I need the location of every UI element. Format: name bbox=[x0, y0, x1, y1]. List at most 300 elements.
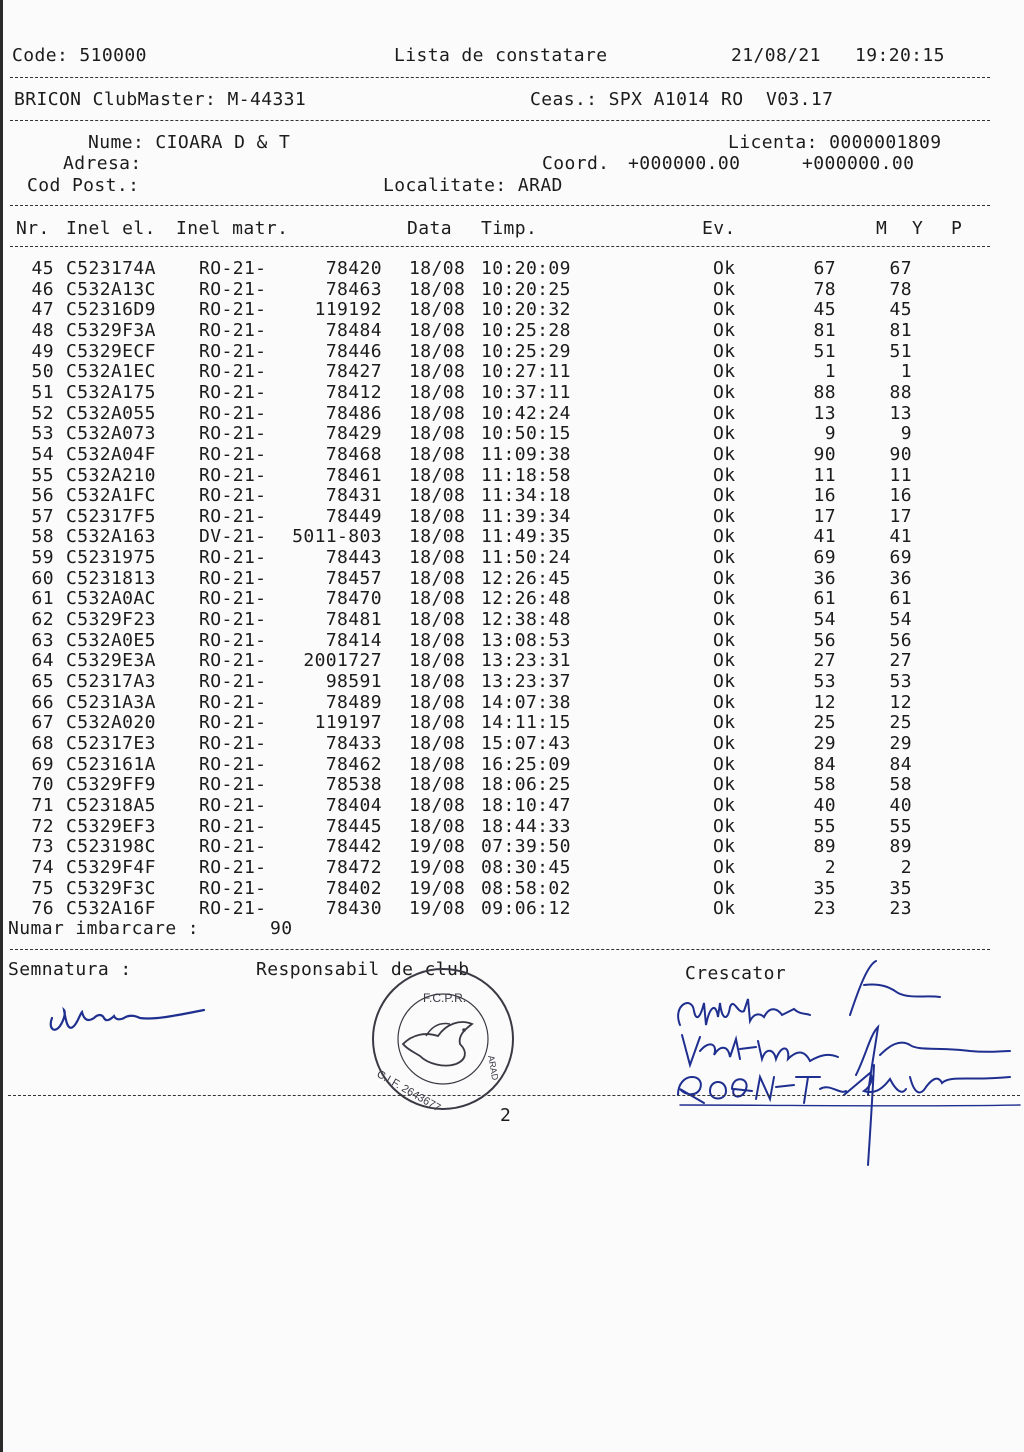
arrival-date: 18/08 bbox=[409, 443, 466, 465]
position-m: 67 bbox=[813, 258, 836, 279]
ring-prefix: RO-21- bbox=[199, 361, 267, 383]
row-number: 58 bbox=[31, 526, 54, 548]
table-row bbox=[0, 879, 1024, 900]
ring-number: 78484 bbox=[325, 319, 382, 341]
electronic-ring: C5231975 bbox=[66, 547, 156, 569]
bottom-divider bbox=[8, 1095, 1020, 1096]
electronic-ring: C532A0AC bbox=[66, 588, 156, 610]
position-m: 53 bbox=[813, 671, 836, 692]
ring-prefix: RO-21- bbox=[199, 650, 267, 672]
position-y: 1 bbox=[900, 361, 912, 383]
ring-number: 78449 bbox=[325, 505, 382, 527]
event-status: Ok bbox=[713, 815, 736, 837]
position-y: 23 bbox=[889, 898, 912, 920]
row-number: 51 bbox=[31, 381, 54, 403]
divider bbox=[10, 205, 990, 206]
divider bbox=[10, 246, 990, 247]
event-status: Ok bbox=[713, 671, 736, 692]
position-m: 69 bbox=[813, 547, 836, 569]
arrival-date: 18/08 bbox=[409, 753, 466, 775]
event-status: Ok bbox=[713, 774, 736, 796]
electronic-ring: C5329F3A bbox=[66, 319, 156, 341]
electronic-ring: C52317F5 bbox=[66, 505, 156, 527]
electronic-ring: C523161A bbox=[66, 753, 156, 775]
print-date: 21/08/21 bbox=[731, 45, 821, 66]
page-number: 2 bbox=[500, 1105, 512, 1126]
ring-prefix: RO-21- bbox=[199, 815, 267, 837]
arrival-date: 18/08 bbox=[409, 278, 466, 300]
ring-number: 78463 bbox=[325, 278, 382, 300]
table-row bbox=[0, 631, 1024, 652]
event-status: Ok bbox=[713, 340, 736, 362]
ring-prefix: RO-21- bbox=[199, 319, 267, 341]
ring-prefix: RO-21- bbox=[199, 464, 267, 486]
arrival-date: 18/08 bbox=[409, 319, 466, 341]
position-m: 90 bbox=[813, 443, 836, 465]
position-y: 55 bbox=[889, 815, 912, 837]
position-m: 56 bbox=[813, 629, 836, 651]
ring-prefix: RO-21- bbox=[199, 691, 267, 713]
ring-number: 78468 bbox=[325, 443, 382, 465]
owner-name: Nume: CIOARA D & T bbox=[88, 132, 291, 153]
position-y: 88 bbox=[889, 381, 912, 403]
event-status: Ok bbox=[713, 381, 736, 403]
ring-prefix: RO-21- bbox=[199, 278, 267, 300]
position-m: 41 bbox=[813, 526, 836, 548]
ring-number: 5011-803 bbox=[292, 526, 382, 548]
table-row bbox=[0, 548, 1024, 569]
col-time: Timp. bbox=[481, 218, 538, 239]
row-number: 55 bbox=[31, 464, 54, 486]
coord-x: +000000.00 bbox=[628, 153, 741, 174]
table-row bbox=[0, 837, 1024, 858]
position-m: 55 bbox=[813, 815, 836, 837]
event-status: Ok bbox=[713, 753, 736, 775]
table-row bbox=[0, 569, 1024, 590]
electronic-ring: C5329F4F bbox=[66, 856, 156, 878]
ring-number: 78404 bbox=[325, 794, 382, 816]
table-row bbox=[0, 259, 1024, 280]
position-y: 9 bbox=[900, 423, 912, 445]
ring-number: 78412 bbox=[325, 381, 382, 403]
arrival-time: 11:50:24 bbox=[481, 547, 571, 569]
ring-prefix: RO-21- bbox=[199, 299, 267, 321]
arrival-time: 10:25:29 bbox=[481, 340, 571, 362]
col-electronic-ring: Inel el. bbox=[66, 218, 156, 239]
event-status: Ok bbox=[713, 402, 736, 424]
position-y: 12 bbox=[889, 691, 912, 713]
clock-id: Ceas.: SPX A1014 RO V03.17 bbox=[530, 89, 834, 110]
row-number: 59 bbox=[31, 547, 54, 569]
ring-number: 78427 bbox=[325, 361, 382, 383]
ring-prefix: RO-21- bbox=[199, 732, 267, 754]
event-status: Ok bbox=[713, 898, 736, 920]
divider bbox=[10, 120, 990, 121]
position-y: 67 bbox=[889, 258, 912, 279]
position-m: 61 bbox=[813, 588, 836, 610]
electronic-ring: C5329E3A bbox=[66, 650, 156, 672]
position-m: 84 bbox=[813, 753, 836, 775]
row-number: 71 bbox=[31, 794, 54, 816]
position-m: 78 bbox=[813, 278, 836, 300]
arrival-date: 18/08 bbox=[409, 671, 466, 692]
event-status: Ok bbox=[713, 443, 736, 465]
row-number: 60 bbox=[31, 567, 54, 589]
table-row bbox=[0, 796, 1024, 817]
event-status: Ok bbox=[713, 588, 736, 610]
row-number: 53 bbox=[31, 423, 54, 445]
ring-number: 78445 bbox=[325, 815, 382, 837]
row-number: 74 bbox=[31, 856, 54, 878]
arrival-date: 19/08 bbox=[409, 877, 466, 899]
electronic-ring: C5329FF9 bbox=[66, 774, 156, 796]
ring-number: 78431 bbox=[325, 485, 382, 507]
table-row bbox=[0, 321, 1024, 342]
table-row bbox=[0, 383, 1024, 404]
table-row bbox=[0, 817, 1024, 838]
arrival-date: 18/08 bbox=[409, 732, 466, 754]
table-row bbox=[0, 775, 1024, 796]
arrival-date: 18/08 bbox=[409, 402, 466, 424]
electronic-ring: C532A0E5 bbox=[66, 629, 156, 651]
position-m: 2 bbox=[824, 856, 836, 878]
event-status: Ok bbox=[713, 278, 736, 300]
arrival-time: 08:30:45 bbox=[481, 856, 571, 878]
ring-prefix: RO-21- bbox=[199, 609, 267, 631]
ring-number: 78402 bbox=[325, 877, 382, 899]
arrival-date: 18/08 bbox=[409, 526, 466, 548]
position-m: 29 bbox=[813, 732, 836, 754]
row-number: 62 bbox=[31, 609, 54, 631]
position-y: 11 bbox=[889, 464, 912, 486]
arrival-time: 15:07:43 bbox=[481, 732, 571, 754]
position-y: 16 bbox=[889, 485, 912, 507]
electronic-ring: C5329F23 bbox=[66, 609, 156, 631]
postcode-label: Cod Post.: bbox=[27, 175, 140, 196]
ring-prefix: RO-21- bbox=[199, 877, 267, 899]
ring-prefix: RO-21- bbox=[199, 547, 267, 569]
row-number: 67 bbox=[31, 712, 54, 734]
col-m: M bbox=[876, 218, 888, 239]
electronic-ring: C5329F3C bbox=[66, 877, 156, 899]
table-row bbox=[0, 486, 1024, 507]
row-number: 47 bbox=[31, 299, 54, 321]
ring-number: 78442 bbox=[325, 836, 382, 858]
boarding-value: 90 bbox=[270, 918, 293, 939]
ring-number: 78457 bbox=[325, 567, 382, 589]
arrival-date: 18/08 bbox=[409, 588, 466, 610]
position-y: 89 bbox=[889, 836, 912, 858]
breeder-label: Crescator bbox=[685, 963, 787, 984]
arrival-date: 18/08 bbox=[409, 485, 466, 507]
event-status: Ok bbox=[713, 361, 736, 383]
row-number: 56 bbox=[31, 485, 54, 507]
license-number: Licenta: 0000001809 bbox=[728, 132, 942, 153]
signature-left bbox=[44, 996, 214, 1041]
position-m: 25 bbox=[813, 712, 836, 734]
row-number: 52 bbox=[31, 402, 54, 424]
ring-prefix: RO-21- bbox=[199, 898, 267, 920]
ring-prefix: RO-21- bbox=[199, 774, 267, 796]
col-p: P bbox=[951, 218, 963, 239]
ring-prefix: RO-21- bbox=[199, 629, 267, 651]
table-row bbox=[0, 858, 1024, 879]
row-number: 75 bbox=[31, 877, 54, 899]
event-status: Ok bbox=[713, 526, 736, 548]
ring-number: 78443 bbox=[325, 547, 382, 569]
event-status: Ok bbox=[713, 794, 736, 816]
position-y: 81 bbox=[889, 319, 912, 341]
position-y: 53 bbox=[889, 671, 912, 692]
event-status: Ok bbox=[713, 691, 736, 713]
arrival-date: 18/08 bbox=[409, 505, 466, 527]
ring-number: 78414 bbox=[325, 629, 382, 651]
position-y: 54 bbox=[889, 609, 912, 631]
arrival-date: 18/08 bbox=[409, 609, 466, 631]
stamp-top-text: F.C.P.R. bbox=[423, 991, 467, 1005]
event-status: Ok bbox=[713, 836, 736, 858]
table-row bbox=[0, 672, 1024, 693]
table-row bbox=[0, 424, 1024, 445]
arrival-time: 10:27:11 bbox=[481, 361, 571, 383]
arrival-time: 10:50:15 bbox=[481, 423, 571, 445]
ring-number: 78486 bbox=[325, 402, 382, 424]
arrival-time: 18:06:25 bbox=[481, 774, 571, 796]
event-status: Ok bbox=[713, 464, 736, 486]
ring-number: 78433 bbox=[325, 732, 382, 754]
ring-prefix: RO-21- bbox=[199, 381, 267, 403]
row-number: 63 bbox=[31, 629, 54, 651]
event-status: Ok bbox=[713, 877, 736, 899]
ring-number: 78461 bbox=[325, 464, 382, 486]
position-m: 81 bbox=[813, 319, 836, 341]
ring-number: 78429 bbox=[325, 423, 382, 445]
address-label: Adresa: bbox=[63, 153, 142, 174]
row-number: 65 bbox=[31, 671, 54, 692]
position-y: 84 bbox=[889, 753, 912, 775]
stamp-bottom-text: C.I.F. 2643677 bbox=[374, 1068, 443, 1115]
arrival-time: 10:25:28 bbox=[481, 319, 571, 341]
row-number: 54 bbox=[31, 443, 54, 465]
table-row bbox=[0, 342, 1024, 363]
electronic-ring: C532A210 bbox=[66, 464, 156, 486]
position-m: 9 bbox=[824, 423, 836, 445]
arrival-date: 19/08 bbox=[409, 898, 466, 920]
arrival-time: 13:23:37 bbox=[481, 671, 571, 692]
arrival-date: 18/08 bbox=[409, 650, 466, 672]
ring-prefix: RO-21- bbox=[199, 836, 267, 858]
position-m: 16 bbox=[813, 485, 836, 507]
ring-number: 78420 bbox=[325, 258, 382, 279]
arrival-time: 18:10:47 bbox=[481, 794, 571, 816]
ring-prefix: RO-21- bbox=[199, 671, 267, 692]
row-number: 68 bbox=[31, 732, 54, 754]
code-label: Code: 510000 bbox=[12, 45, 147, 66]
arrival-date: 18/08 bbox=[409, 774, 466, 796]
position-m: 11 bbox=[813, 464, 836, 486]
coord-y: +000000.00 bbox=[802, 153, 915, 174]
system-id: BRICON ClubMaster: M-44331 bbox=[14, 89, 307, 110]
position-y: 58 bbox=[889, 774, 912, 796]
ring-number: 78481 bbox=[325, 609, 382, 631]
ring-number: 78538 bbox=[325, 774, 382, 796]
coord-label: Coord. bbox=[542, 153, 610, 174]
ring-prefix: RO-21- bbox=[199, 567, 267, 589]
arrival-time: 13:08:53 bbox=[481, 629, 571, 651]
ring-number: 119197 bbox=[314, 712, 382, 734]
event-status: Ok bbox=[713, 650, 736, 672]
row-number: 49 bbox=[31, 340, 54, 362]
ring-number: 78446 bbox=[325, 340, 382, 362]
arrival-time: 11:09:38 bbox=[481, 443, 571, 465]
position-m: 45 bbox=[813, 299, 836, 321]
row-number: 50 bbox=[31, 361, 54, 383]
club-stamp bbox=[368, 964, 518, 1114]
row-number: 73 bbox=[31, 836, 54, 858]
arrival-time: 09:06:12 bbox=[481, 898, 571, 920]
position-m: 54 bbox=[813, 609, 836, 631]
position-m: 13 bbox=[813, 402, 836, 424]
arrival-time: 07:39:50 bbox=[481, 836, 571, 858]
row-number: 70 bbox=[31, 774, 54, 796]
position-m: 36 bbox=[813, 567, 836, 589]
arrival-date: 18/08 bbox=[409, 629, 466, 651]
event-status: Ok bbox=[713, 485, 736, 507]
electronic-ring: C5329ECF bbox=[66, 340, 156, 362]
position-y: 90 bbox=[889, 443, 912, 465]
event-status: Ok bbox=[713, 732, 736, 754]
position-y: 56 bbox=[889, 629, 912, 651]
position-m: 58 bbox=[813, 774, 836, 796]
electronic-ring: C52318A5 bbox=[66, 794, 156, 816]
position-y: 25 bbox=[889, 712, 912, 734]
arrival-date: 18/08 bbox=[409, 361, 466, 383]
electronic-ring: C532A020 bbox=[66, 712, 156, 734]
position-m: 35 bbox=[813, 877, 836, 899]
position-m: 17 bbox=[813, 505, 836, 527]
arrival-date: 18/08 bbox=[409, 340, 466, 362]
position-y: 27 bbox=[889, 650, 912, 672]
arrival-date: 18/08 bbox=[409, 815, 466, 837]
arrival-time: 10:37:11 bbox=[481, 381, 571, 403]
event-status: Ok bbox=[713, 299, 736, 321]
table-row bbox=[0, 713, 1024, 734]
electronic-ring: C532A13C bbox=[66, 278, 156, 300]
event-status: Ok bbox=[713, 505, 736, 527]
ring-prefix: RO-21- bbox=[199, 712, 267, 734]
ring-prefix: RO-21- bbox=[199, 505, 267, 527]
arrival-date: 18/08 bbox=[409, 423, 466, 445]
electronic-ring: C532A1FC bbox=[66, 485, 156, 507]
ring-prefix: RO-21- bbox=[199, 753, 267, 775]
arrival-time: 11:49:35 bbox=[481, 526, 571, 548]
breeder-signature bbox=[670, 955, 1020, 1170]
col-y: Y bbox=[912, 218, 924, 239]
position-y: 2 bbox=[900, 856, 912, 878]
position-m: 27 bbox=[813, 650, 836, 672]
position-m: 1 bbox=[824, 361, 836, 383]
event-status: Ok bbox=[713, 423, 736, 445]
row-number: 72 bbox=[31, 815, 54, 837]
arrival-date: 18/08 bbox=[409, 712, 466, 734]
ring-number: 78472 bbox=[325, 856, 382, 878]
position-y: 78 bbox=[889, 278, 912, 300]
col-ring-number: Inel matr. bbox=[176, 218, 289, 239]
row-number: 64 bbox=[31, 650, 54, 672]
electronic-ring: C532A163 bbox=[66, 526, 156, 548]
position-y: 36 bbox=[889, 567, 912, 589]
table-row bbox=[0, 466, 1024, 487]
electronic-ring: C52317A3 bbox=[66, 671, 156, 692]
arrival-time: 10:20:25 bbox=[481, 278, 571, 300]
ring-prefix: RO-21- bbox=[199, 485, 267, 507]
position-y: 45 bbox=[889, 299, 912, 321]
boarding-label: Numar imbarcare : bbox=[8, 918, 200, 939]
ring-number: 119192 bbox=[314, 299, 382, 321]
arrival-time: 11:39:34 bbox=[481, 505, 571, 527]
table-row bbox=[0, 527, 1024, 548]
col-event: Ev. bbox=[702, 218, 736, 239]
position-y: 69 bbox=[889, 547, 912, 569]
col-date: Data bbox=[407, 218, 452, 239]
arrival-date: 18/08 bbox=[409, 794, 466, 816]
document-title: Lista de constatare bbox=[394, 45, 608, 66]
position-y: 40 bbox=[889, 794, 912, 816]
position-m: 88 bbox=[813, 381, 836, 403]
position-y: 41 bbox=[889, 526, 912, 548]
table-row bbox=[0, 899, 1024, 920]
table-row bbox=[0, 651, 1024, 672]
arrival-time: 14:07:38 bbox=[481, 691, 571, 713]
row-number: 57 bbox=[31, 505, 54, 527]
pigeon-icon bbox=[403, 1022, 472, 1065]
electronic-ring: C532A1EC bbox=[66, 361, 156, 383]
electronic-ring: C5231813 bbox=[66, 567, 156, 589]
ring-number: 2001727 bbox=[303, 650, 382, 672]
electronic-ring: C532A055 bbox=[66, 402, 156, 424]
locality: Localitate: ARAD bbox=[383, 175, 563, 196]
ring-number: 78430 bbox=[325, 898, 382, 920]
event-status: Ok bbox=[713, 258, 736, 279]
position-y: 35 bbox=[889, 877, 912, 899]
arrival-date: 18/08 bbox=[409, 464, 466, 486]
ring-prefix: RO-21- bbox=[199, 340, 267, 362]
position-y: 61 bbox=[889, 588, 912, 610]
arrival-time: 12:26:48 bbox=[481, 588, 571, 610]
arrival-date: 18/08 bbox=[409, 567, 466, 589]
table-row bbox=[0, 404, 1024, 425]
position-m: 12 bbox=[813, 691, 836, 713]
table-row bbox=[0, 610, 1024, 631]
table-row bbox=[0, 693, 1024, 714]
table-row bbox=[0, 280, 1024, 301]
arrival-date: 18/08 bbox=[409, 691, 466, 713]
arrival-time: 12:38:48 bbox=[481, 609, 571, 631]
table-row bbox=[0, 362, 1024, 383]
row-number: 61 bbox=[31, 588, 54, 610]
position-y: 17 bbox=[889, 505, 912, 527]
event-status: Ok bbox=[713, 629, 736, 651]
print-time: 19:20:15 bbox=[855, 45, 945, 66]
electronic-ring: C52316D9 bbox=[66, 299, 156, 321]
row-number: 76 bbox=[31, 898, 54, 920]
table-row bbox=[0, 734, 1024, 755]
electronic-ring: C532A175 bbox=[66, 381, 156, 403]
row-number: 46 bbox=[31, 278, 54, 300]
arrival-date: 19/08 bbox=[409, 856, 466, 878]
table-row bbox=[0, 589, 1024, 610]
ring-prefix: DV-21- bbox=[199, 526, 267, 548]
